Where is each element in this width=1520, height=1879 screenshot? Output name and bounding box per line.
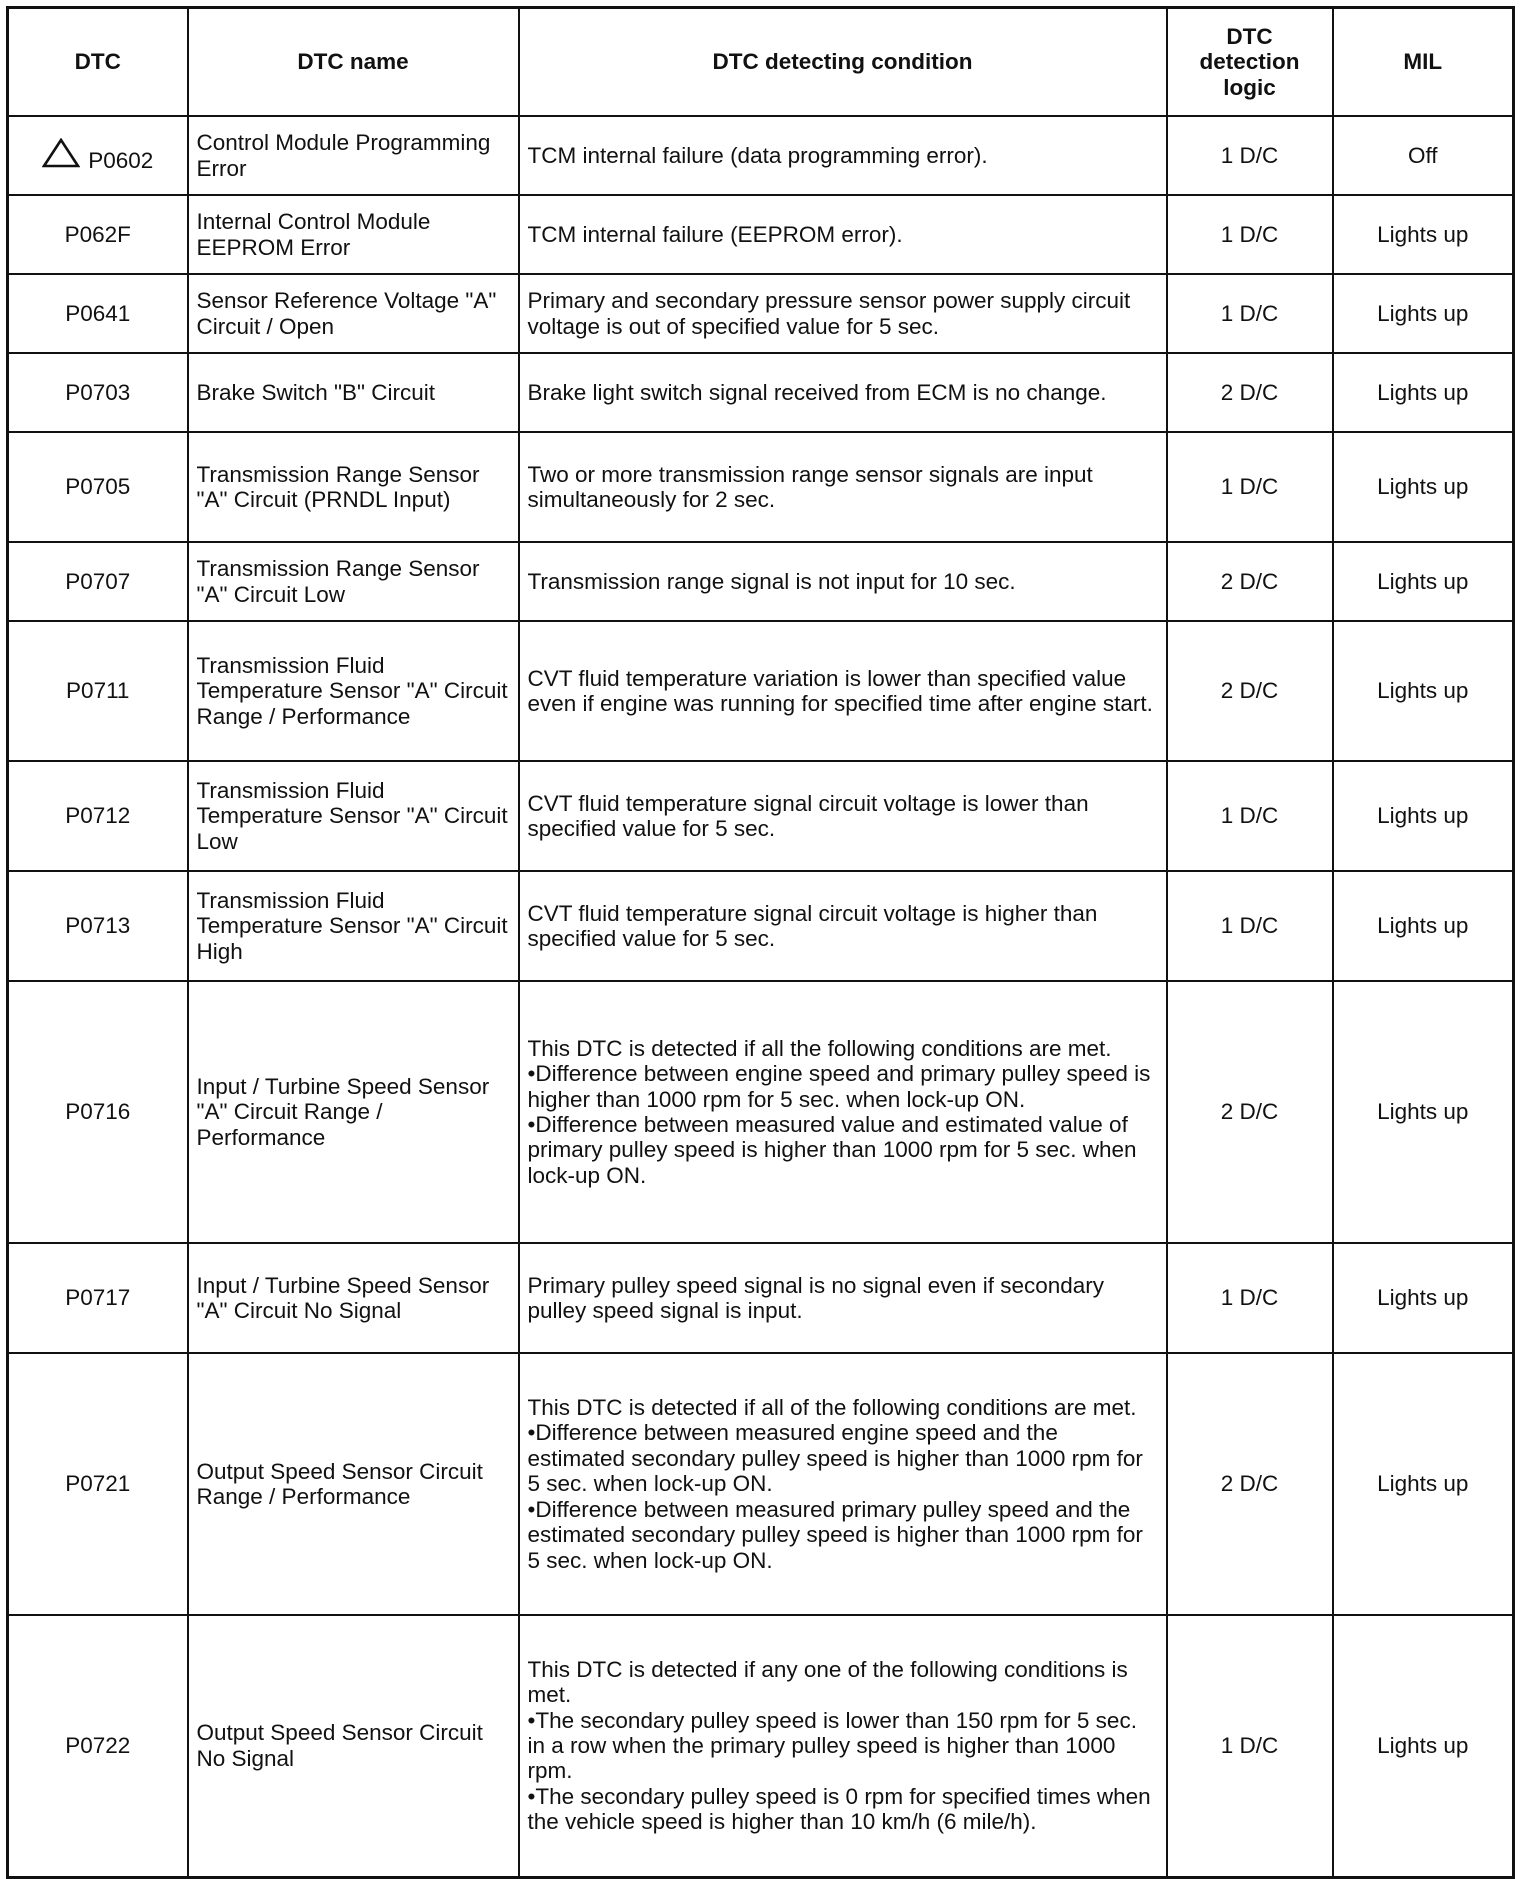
dtc-name-cell: Input / Turbine Speed Sensor "A" Circuit Range / Performance — [188, 981, 519, 1243]
dtc-code-cell: P0713 — [8, 871, 188, 981]
condition-line: Transmission range signal is not input for 10 sec. — [527, 568, 1016, 594]
dtc-mil-cell: Lights up — [1333, 981, 1514, 1243]
condition-line: •Difference between engine speed and primary pulley speed is higher than 1000 rpm for 5 sec. when lock-up ON. — [527, 1061, 1151, 1112]
dtc-detection-logic-cell: 1 D/C — [1167, 761, 1333, 871]
table-row — [8, 542, 1514, 621]
warning-triangle-icon — [42, 138, 80, 173]
dtc-code-cell — [8, 116, 188, 195]
dtc-code-cell: P0641 — [8, 274, 188, 353]
condition-line: CVT fluid temperature signal circuit voltage is lower than specified value for 5 sec. — [527, 790, 1089, 841]
condition-line: This DTC is detected if any one of the following conditions is met. — [527, 1656, 1128, 1708]
table-row — [8, 353, 1514, 432]
dtc-code-cell: P0722 — [8, 1615, 188, 1877]
dtc-mil-cell: Lights up — [1333, 1243, 1514, 1353]
table-row — [8, 432, 1514, 542]
dtc-condition-cell — [519, 621, 1167, 761]
dtc-code-cell: P0712 — [8, 761, 188, 871]
header-logic-line1: DTC — [1226, 23, 1273, 49]
dtc-code-cell: P0711 — [8, 621, 188, 761]
dtc-condition-cell — [519, 981, 1167, 1243]
dtc-name-cell: Output Speed Sensor Circuit Range / Performance — [188, 1353, 519, 1615]
dtc-code-wrap — [42, 138, 153, 173]
condition-line: •Difference between measured engine speed and the estimated secondary pulley speed is higher than 1000 rpm for 5 sec. when lock-up ON. — [527, 1420, 1143, 1497]
dtc-code-cell: P062F — [8, 195, 188, 274]
condition-line: TCM internal failure (EEPROM error). — [527, 221, 903, 247]
table-body — [8, 116, 1514, 1877]
header-dtc-name: DTC name — [188, 8, 519, 117]
dtc-detection-logic-cell: 1 D/C — [1167, 116, 1333, 195]
dtc-condition-cell — [519, 432, 1167, 542]
dtc-condition-cell — [519, 1243, 1167, 1353]
header-logic-line2: detection — [1199, 49, 1300, 75]
dtc-condition-cell — [519, 1353, 1167, 1615]
condition-line: CVT fluid temperature variation is lower than specified value even if engine was running for specified time after engine start. — [527, 665, 1153, 716]
dtc-name-cell: Internal Control Module EEPROM Error — [188, 195, 519, 274]
condition-line: •The secondary pulley speed is 0 rpm for specified times when the vehicle speed is higher than 10 km/h (6 mile/h). — [527, 1783, 1151, 1835]
condition-line: CVT fluid temperature signal circuit voltage is higher than specified value for 5 sec. — [527, 900, 1098, 951]
table-row — [8, 195, 1514, 274]
dtc-name-cell: Output Speed Sensor Circuit No Signal — [188, 1615, 519, 1877]
condition-line: Two or more transmission range sensor signals are input simultaneously for 2 sec. — [527, 461, 1093, 512]
dtc-detection-logic-cell: 1 D/C — [1167, 1615, 1333, 1877]
dtc-condition-cell — [519, 274, 1167, 353]
table-row — [8, 1615, 1514, 1877]
dtc-mil-cell: Lights up — [1333, 432, 1514, 542]
condition-line: This DTC is detected if all of the following conditions are met. — [527, 1395, 1137, 1421]
condition-line: Brake light switch signal received from ECM is no change. — [527, 379, 1107, 405]
condition-line: Primary and secondary pressure sensor power supply circuit voltage is out of specified value for 5 sec. — [527, 288, 1131, 339]
dtc-name-cell: Brake Switch "B" Circuit — [188, 353, 519, 432]
condition-line: •Difference between measured value and estimated value of primary pulley speed is higher than 1000 rpm for 5 sec. when lock-up ON. — [527, 1112, 1137, 1188]
condition-line: Primary pulley speed signal is no signal even if secondary pulley speed signal is input. — [527, 1272, 1105, 1323]
dtc-mil-cell: Lights up — [1333, 1353, 1514, 1615]
dtc-condition-cell — [519, 353, 1167, 432]
dtc-detection-logic-cell: 2 D/C — [1167, 621, 1333, 761]
header-logic-line3: logic — [1223, 74, 1276, 100]
dtc-condition-cell — [519, 542, 1167, 621]
header-detecting-condition: DTC detecting condition — [519, 8, 1167, 117]
dtc-mil-cell: Lights up — [1333, 621, 1514, 761]
dtc-name-cell: Sensor Reference Voltage "A" Circuit / Open — [188, 274, 519, 353]
dtc-detection-logic-cell: 2 D/C — [1167, 353, 1333, 432]
header-dtc: DTC — [8, 8, 188, 117]
dtc-detection-logic-cell: 1 D/C — [1167, 432, 1333, 542]
dtc-name-cell: Transmission Fluid Temperature Sensor "A" Circuit High — [188, 871, 519, 981]
dtc-name-cell: Control Module Programming Error — [188, 116, 519, 195]
dtc-condition-cell — [519, 116, 1167, 195]
condition-line: •The secondary pulley speed is lower than 150 rpm for 5 sec. in a row when the primary pulley speed is higher than 1000 rpm. — [527, 1707, 1137, 1784]
dtc-mil-cell: Lights up — [1333, 871, 1514, 981]
header-detection-logic — [1167, 8, 1333, 117]
table-row — [8, 871, 1514, 981]
dtc-name-cell: Transmission Range Sensor "A" Circuit Low — [188, 542, 519, 621]
dtc-name-cell: Transmission Fluid Temperature Sensor "A" Circuit Range / Performance — [188, 621, 519, 761]
dtc-mil-cell: Off — [1333, 116, 1514, 195]
dtc-name-cell: Transmission Range Sensor "A" Circuit (PRNDL Input) — [188, 432, 519, 542]
dtc-mil-cell: Lights up — [1333, 274, 1514, 353]
dtc-condition-cell — [519, 195, 1167, 274]
table-row — [8, 274, 1514, 353]
table-row — [8, 1353, 1514, 1615]
dtc-table — [6, 6, 1515, 1879]
table-row — [8, 116, 1514, 195]
dtc-code-cell: P0705 — [8, 432, 188, 542]
table-row — [8, 981, 1514, 1243]
table-row — [8, 621, 1514, 761]
dtc-mil-cell: Lights up — [1333, 542, 1514, 621]
table-row — [8, 1243, 1514, 1353]
dtc-detection-logic-cell: 1 D/C — [1167, 195, 1333, 274]
table-row — [8, 761, 1514, 871]
header-mil: MIL — [1333, 8, 1514, 117]
dtc-detection-logic-cell: 1 D/C — [1167, 1243, 1333, 1353]
header-row — [8, 8, 1514, 117]
dtc-code-cell: P0721 — [8, 1353, 188, 1615]
dtc-code-cell: P0717 — [8, 1243, 188, 1353]
dtc-condition-cell — [519, 1615, 1167, 1877]
condition-line: •Difference between measured primary pulley speed and the estimated secondary pulley speed is higher than 1000 rpm for 5 sec. when lock-up ON. — [527, 1496, 1143, 1573]
dtc-code-cell: P0707 — [8, 542, 188, 621]
dtc-name-cell: Transmission Fluid Temperature Sensor "A" Circuit Low — [188, 761, 519, 871]
dtc-name-cell: Input / Turbine Speed Sensor "A" Circuit No Signal — [188, 1243, 519, 1353]
dtc-mil-cell: Lights up — [1333, 353, 1514, 432]
dtc-detection-logic-cell: 1 D/C — [1167, 871, 1333, 981]
dtc-code: P0602 — [88, 147, 154, 173]
dtc-mil-cell: Lights up — [1333, 1615, 1514, 1877]
dtc-detection-logic-cell: 2 D/C — [1167, 981, 1333, 1243]
dtc-condition-cell — [519, 871, 1167, 981]
dtc-detection-logic-cell: 2 D/C — [1167, 1353, 1333, 1615]
dtc-mil-cell: Lights up — [1333, 195, 1514, 274]
dtc-detection-logic-cell: 2 D/C — [1167, 542, 1333, 621]
dtc-detection-logic-cell: 1 D/C — [1167, 274, 1333, 353]
condition-line: This DTC is detected if all the following conditions are met. — [527, 1035, 1112, 1061]
dtc-mil-cell: Lights up — [1333, 761, 1514, 871]
condition-line: TCM internal failure (data programming error). — [527, 142, 988, 168]
dtc-code-cell: P0716 — [8, 981, 188, 1243]
dtc-code-cell: P0703 — [8, 353, 188, 432]
dtc-condition-cell — [519, 761, 1167, 871]
